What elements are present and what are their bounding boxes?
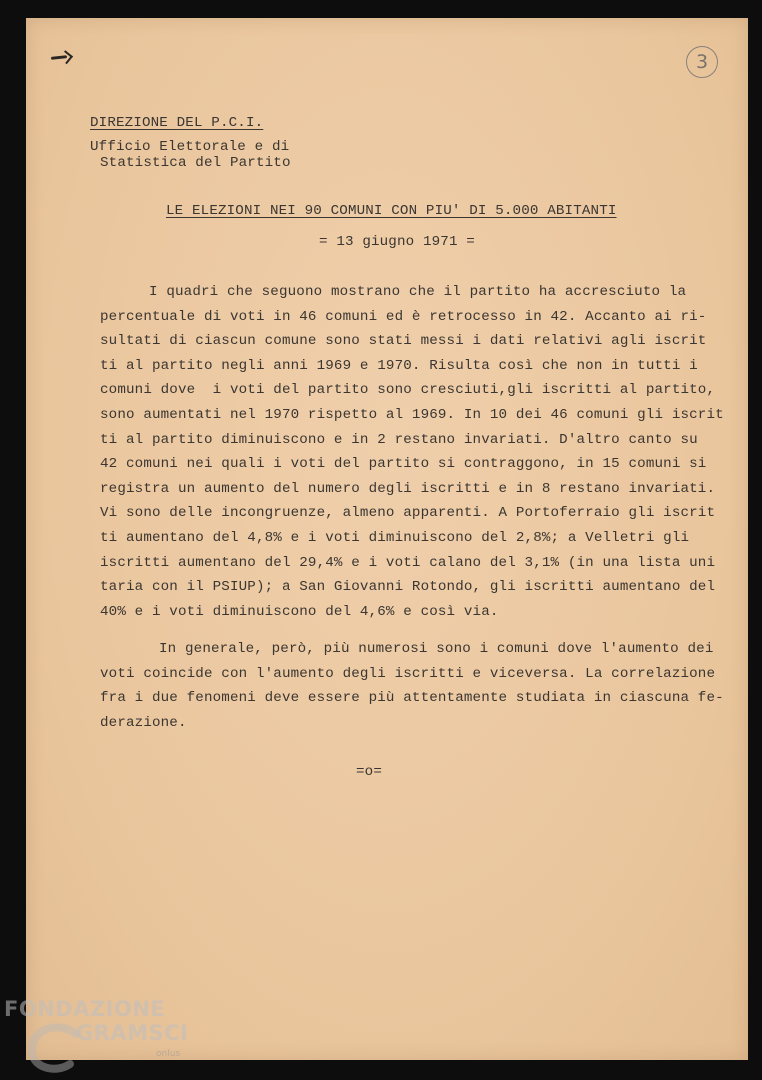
text-line: Vi sono delle incongruenze, almeno apparenti. A Portoferraio gli iscrit xyxy=(100,505,716,522)
text-line: In generale, però, più numerosi sono i comuni dove l'aumento dei xyxy=(159,641,714,657)
text-line: taria con il PSIUP); a San Giovanni Rotondo, gli iscritti aumentano del xyxy=(100,579,716,596)
document-title: LE ELEZIONI NEI 90 COMUNI CON PIU' DI 5.000 ABITANTI xyxy=(166,203,617,219)
text-line: ti aumentano del 4,8% e i voti diminuiscono del 2,8%; a Velletri gli xyxy=(100,530,690,546)
text-line: 40% e i voti diminuiscono del 4,6% e così via. xyxy=(100,603,499,620)
page-number: 3 xyxy=(686,46,718,78)
organization-header: DIREZIONE DEL P.C.I. xyxy=(90,115,264,131)
text-line: registra un aumento del numero degli iscritti e in 8 restano invariati. xyxy=(100,480,716,497)
watermark-line-2: GRAMSCI xyxy=(76,1021,189,1045)
document-page xyxy=(26,18,748,1060)
date-line: = 13 giugno 1971 = xyxy=(319,234,475,250)
text-line: derazione. xyxy=(100,714,187,731)
text-line: iscritti aumentano del 29,4% e i voti calano del 3,1% (in una lista uni xyxy=(100,554,716,571)
watermark-line-1: FONDAZIONE xyxy=(4,997,166,1021)
text-line: ti al partito diminuiscono e in 2 restano invariati. D'altro canto su xyxy=(100,431,698,448)
text-line: fra i due fenomeni deve essere più attentamente studiata in ciascuna fe- xyxy=(100,690,724,707)
text-line: 42 comuni nei quali i voti del partito si contraggono, in 15 comuni si xyxy=(100,456,707,473)
office-line-1: Ufficio Elettorale e di xyxy=(90,139,290,155)
text-line: ti al partito negli anni 1969 e 1970. Risulta così che non in tutti i xyxy=(100,357,698,374)
arrow-mark-icon xyxy=(51,55,67,60)
end-mark: =o= xyxy=(356,764,382,780)
text-line: I quadri che seguono mostrano che il partito ha accresciuto la xyxy=(149,284,687,300)
text-line: sono aumentati nel 1970 rispetto al 1969. In 10 dei 46 comuni gli iscrit xyxy=(100,407,724,423)
watermark-line-3: onlus xyxy=(156,1049,181,1059)
text-line: sultati di ciascun comune sono stati messi i dati relativi agli iscrit xyxy=(100,333,707,350)
text-line: voti coincide con l'aumento degli iscritti e viceversa. La correlazione xyxy=(100,665,716,682)
text-line: comuni dove i voti del partito sono cresciuti,gli iscritti al partito, xyxy=(100,382,716,399)
text-line: percentuale di voti in 46 comuni ed è retrocesso in 42. Accanto ai ri- xyxy=(100,308,707,325)
office-line-2: Statistica del Partito xyxy=(100,155,291,171)
